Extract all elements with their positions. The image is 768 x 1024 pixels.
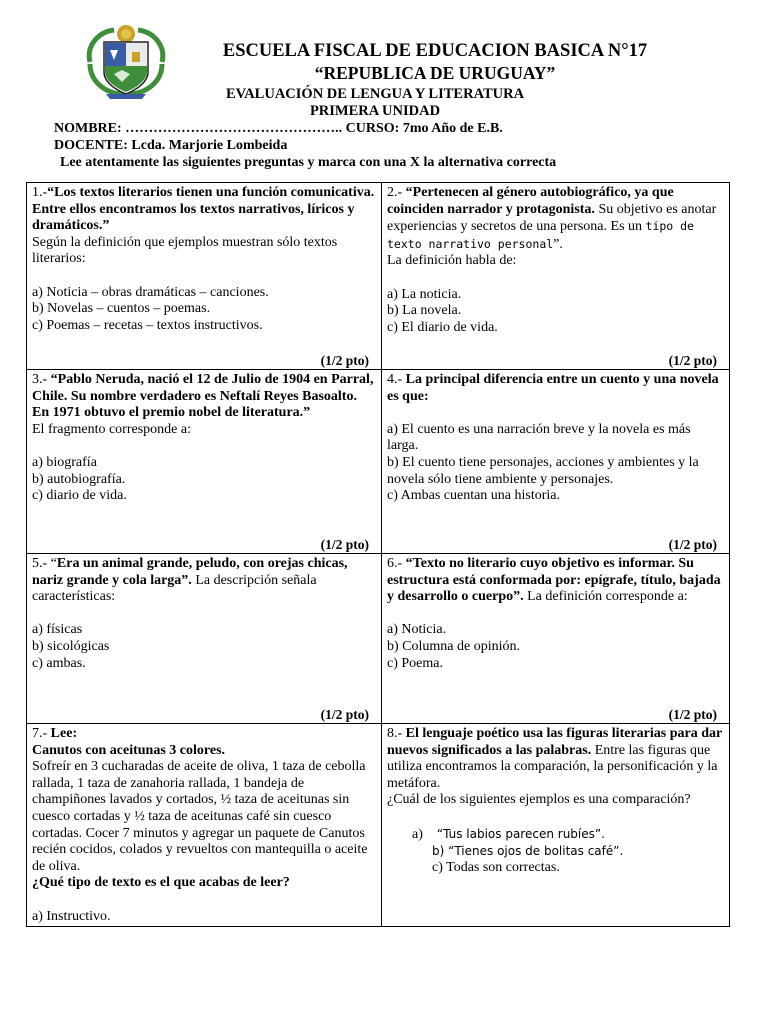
unit-title: PRIMERA UNIDAD [309,103,441,119]
points-label: (1/2 pto) [668,353,717,368]
question-4 [382,370,730,554]
points-label: (1/2 pto) [320,353,369,368]
question-3 [27,370,382,554]
recipe-title: Canutos con aceitunas 3 colores. [32,742,226,758]
question-stem-bold: Era un animal grande, peludo, con orejas chicas, nariz grande y cola larga”. [32,556,348,588]
option-a-label: a) [412,826,423,842]
question-1 [27,183,382,370]
option-c: c) Poema. [387,655,443,671]
option-b: b) sicológicas [32,638,110,654]
question-stem-bold: El lenguaje poético usa las figuras literarias para dar nuevos significados a las palabras. [387,726,722,758]
option-c: c) El diario de vida. [387,319,498,335]
school-subtitle: “REPUBLICA DE URUGUAY” [314,63,556,83]
question-6 [382,554,730,724]
question-stem-bold: “Los textos literarios tienen una función comunicativa. Entre ellos encontramos los textos narrativos, líricos y dramáticos.” [32,185,375,234]
option-a: a) físicas [32,622,83,638]
question-number: 4.- [387,372,403,387]
option-a: a) Noticia. [387,622,447,638]
question-number: 6.- [387,556,403,571]
option-c: c) Ambas cuentan una historia. [387,488,561,504]
option-c: c) Todas son correctas. [432,859,560,875]
question-number: 3.- [32,372,48,387]
question-stem: Según la definición que ejemplos muestran sólo textos literarios: [32,234,338,267]
option-c: c) diario de vida. [32,488,127,504]
question-8 [382,724,730,927]
option-b: b) La novela. [387,303,462,319]
option-a: a) La noticia. [387,286,462,302]
option-a [387,826,724,844]
question-stem-part: Su objetivo es anotar experiencias y secretos de una persona. Es un [387,201,717,235]
questions-table [26,182,730,927]
exam-header [0,0,768,180]
option-a: a) Noticia – obras dramáticas – canciones. [32,284,269,300]
school-name: ESCUELA FISCAL DE EDUCACION BASICA N°17 [222,41,648,61]
question-number: 1.- [32,185,48,200]
evaluation-title: EVALUACIÓN DE LENGUA Y LITERATURA [225,86,525,102]
question-stem-typed: tipo de texto narrativo personal [387,219,694,251]
points-label: (1/2 pto) [320,707,369,722]
points-label: (1/2 pto) [668,537,717,552]
question-number: 7.- [32,726,48,741]
option-c: c) ambas. [32,655,86,671]
question-5: 5.- “Era un animal grande, peludo, con orejas chicas, nariz grande y cola larga”. La descripción señala características: a) físicas b) sicológicas c) ambas. (1/2 pto) [27,554,382,724]
question-number: 5.- [32,556,48,571]
option-b: b) Columna de opinión. [387,638,520,654]
option-a: a) biografía [32,454,97,470]
question-7 [27,724,382,927]
question-stem-part: Entre las figuras que utiliza encontramos la comparación, la personificación y la metáfora. [387,742,718,791]
question-stem-bold: “Texto no literario cuyo objetivo es informar. Su estructura está conformada por: epígrafe, título, bajada y desarrollo o cuerpo”. [387,556,721,605]
question-stem-part: La definición corresponde a: [523,589,688,605]
question-stem-part: La descripción señala características: [32,572,317,605]
question-stem-bold: “Pertenecen al género autobiográfico, ya que coinciden narrador y protagonista. [387,185,674,217]
question-stem-bold: La principal diferencia entre un cuento y una novela es que: [387,372,719,404]
option-b: b) Novelas – cuentos – poemas. [32,301,211,317]
question-prompt: ¿Qué tipo de texto es el que acabas de leer? [32,875,290,891]
question-stem: La definición habla de: [387,253,517,269]
option-a: a) Instructivo. [32,908,111,924]
student-name-line: NOMBRE: ……………………………………….. CURSO: 7mo Año de E.B. [54,121,503,136]
option-b: b) “Tienes ojos de bolitas café”. [432,844,624,859]
question-stem: El fragmento corresponde a: [32,421,191,437]
option-a: a) El cuento es una narración breve y la novela es más larga. [387,421,691,454]
question-stem-end: ”. [553,236,563,252]
option-a-text: “Tus labios parecen rubíes”. [436,826,605,841]
points-label: (1/2 pto) [320,537,369,552]
question-stem-bold: “Pablo Neruda, nació el 12 de Julio de 1904 en Parral, Chile. Su nombre verdadero es Neftalí Reyes Basoalto. En 1971 obtuvo el premio nobel de literatura.” [32,372,374,421]
teacher-line: DOCENTE: Lcda. Marjorie Lombeida [54,138,288,153]
question-stem-bold: Lee: [50,726,78,741]
option-b: b) autobiografía. [32,471,126,487]
points-label: (1/2 pto) [668,707,717,722]
question-number: 8.- [387,726,403,741]
recipe-text: Sofreír en 3 cucharadas de aceite de oliva, 1 taza de cebolla rallada, 1 taza de zanahoria rallada, 1 bandeja de champiñones lavados y cortados, ½ taza de aceitunas sin cuesco cortadas y ½ taza de aceitunas café sin cuesco cortadas. Cocer 7 minutos y agregar un paquete de Canutos recién cocidos, colados y revueltos con mantequilla o aceite de oliva. [32,759,368,874]
option-b: b) El cuento tiene personajes, acciones y ambientes y la novela sólo tiene ambiente y personajes. [387,454,699,487]
option-c: c) Poemas – recetas – textos instructivos. [32,317,263,333]
instructions-line: Lee atentamente las siguientes preguntas y marca con una X la alternativa correcta [60,155,557,170]
question-stem: ¿Cuál de los siguientes ejemplos es una comparación? [387,792,691,808]
question-number: 2.- [387,185,403,200]
question-2 [382,183,730,370]
